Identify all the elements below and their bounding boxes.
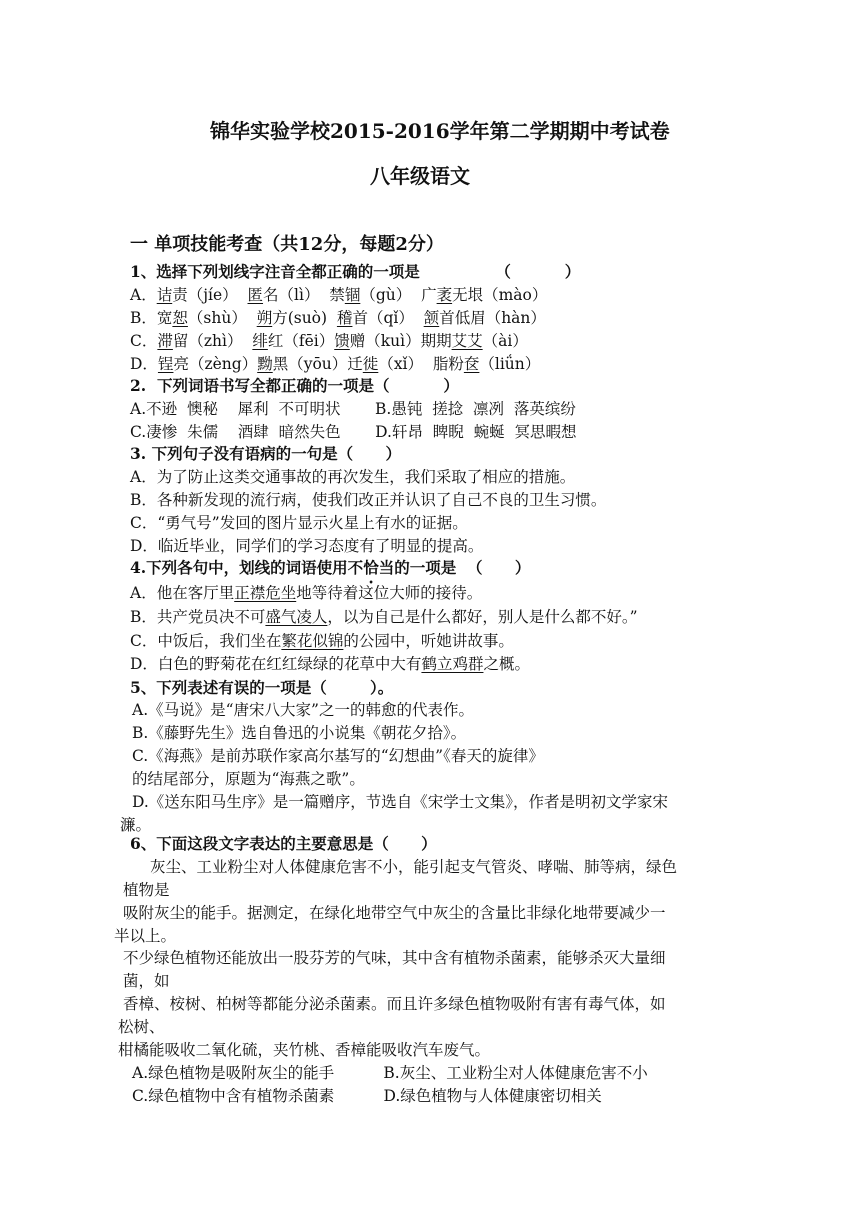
question-4-stem: 4.下列各句中，划线的词语使用不恰当的一项是 （ ） (130, 558, 531, 577)
question-2-stem: 2. 下列词语书写全都正确的一项是（ ） (130, 376, 459, 395)
question-1-option-b: B．宽恕（shù） 朔方(suò) 稽首（qǐ） 颔首低眉（hàn） (130, 309, 546, 327)
question-1-option-c: C．滞留（zhì） 绯红（fēi）馈赠（kuì）期期艾艾（ài） (130, 332, 528, 350)
question-6-passage-line: 松树、 (118, 1018, 165, 1036)
question-4-option-b: B．共产党员决不可盛气凌人，以为自己是什么都好，别人是什么都不好。” (130, 608, 638, 626)
question-2-options-row-1: A.不逊 懊秘 犀利 不可明状 B.愚钝 搓捻 凛冽 落英缤纷 (130, 400, 576, 418)
question-4-option-c: C．中饭后，我们坐在繁花似锦的公园中，听她讲故事。 (130, 632, 514, 650)
question-5-option-d: D.《送东阳马生序》是一篇赠序，节选自《宋学士文集》，作者是明初文学家宋 (132, 793, 669, 811)
question-3-option-c: C．“勇气号”发回的图片显示火星上有水的证据。 (130, 514, 468, 532)
question-6-options-row-1: A.绿色植物是吸附灰尘的能手 B.灰尘、工业粉尘对人体健康危害不小 (132, 1064, 648, 1082)
question-6-passage-line: 半以上。 (114, 927, 177, 945)
section-heading: 一 单项技能考查（共12分，每题2分） (130, 234, 444, 255)
question-6-passage-line: 吸附灰尘的能手。据测定，在绿化地带空气中灰尘的含量比非绿化地带要减少一 (123, 904, 666, 922)
question-5-option-c: C.《海燕》是前苏联作家高尔基写的“幻想曲”《春天的旋律》 (132, 747, 544, 765)
question-3-stem: 3. 下列句子没有语病的一句是（ ） (130, 444, 401, 463)
question-3-option-d: D．临近毕业，同学们的学习态度有了明显的提高。 (130, 537, 484, 555)
question-6-passage-line: 菌，如 (123, 972, 170, 990)
question-6-passage-line: 香樟、桉树、柏树等都能分泌杀菌素。而且许多绿色植物吸附有害有毒气体，如 (123, 995, 666, 1013)
question-1-option-a: A．诘责（jíe） 匿名（lì） 禁锢（gù） 广袤无垠（mào） (130, 286, 548, 304)
question-4-option-d: D．白色的野菊花在红红绿绿的花草中大有鹤立鸡群之概。 (130, 655, 530, 673)
question-5-option-c-cont: 的结尾部分，原题为“海燕之歌”。 (132, 770, 365, 788)
question-2-options-row-2: C.凄惨 朱儒 酒肆 暗然失色 D.轩昂 睥睨 蜿蜒 冥思暇想 (130, 423, 577, 441)
question-1-stem: 1、选择下列划线字注音全都正确的一项是 （ ） (130, 262, 581, 281)
question-4-option-a: A．他在客厅里正襟危坐地等待着这位大师的接待。 (130, 584, 483, 602)
question-6-options-row-2: C.绿色植物中含有植物杀菌素 D.绿色植物与人体健康密切相关 (132, 1087, 602, 1105)
question-5-option-a: A.《马说》是“唐宋八大家”之一的韩愈的代表作。 (132, 701, 474, 719)
question-6-passage-line: 不少绿色植物还能放出一股芬芳的气味，其中含有植物杀菌素，能够杀灭大量细 (123, 949, 666, 967)
question-6-passage-line: 灰尘、工业粉尘对人体健康危害不小，能引起支气管炎、哮喘、肺等病，绿色 (150, 858, 678, 876)
question-1-option-d: D．锃亮（zèng）黝黑（yōu）迁徙（xǐ） 脂粉奁（liǘn） (130, 355, 541, 373)
question-5-option-d-cont: 濂。 (120, 816, 152, 834)
question-5-stem: 5、下列表述有误的一项是（ ）。 (130, 678, 394, 697)
question-5-option-b: B.《藤野先生》选自鲁迅的小说集《朝花夕拾》。 (132, 724, 467, 742)
question-3-option-b: B．各种新发现的流行病，使我们改正并认识了自己不良的卫生习惯。 (130, 491, 607, 509)
exam-subtitle: 八年级语文 (370, 164, 470, 188)
question-3-option-a: A．为了防止这类交通事故的再次发生，我们采取了相应的措施。 (130, 468, 576, 486)
question-6-passage-line: 柑橘能吸收二氧化硫，夹竹桃、香樟能吸收汽车废气。 (118, 1041, 491, 1059)
exam-title: 锦华实验学校2015-2016学年第二学期期中考试卷 (210, 119, 670, 143)
question-6-passage-line: 植物是 (123, 881, 170, 899)
question-6-stem: 6、下面这段文字表达的主要意思是（ ） (130, 834, 437, 853)
